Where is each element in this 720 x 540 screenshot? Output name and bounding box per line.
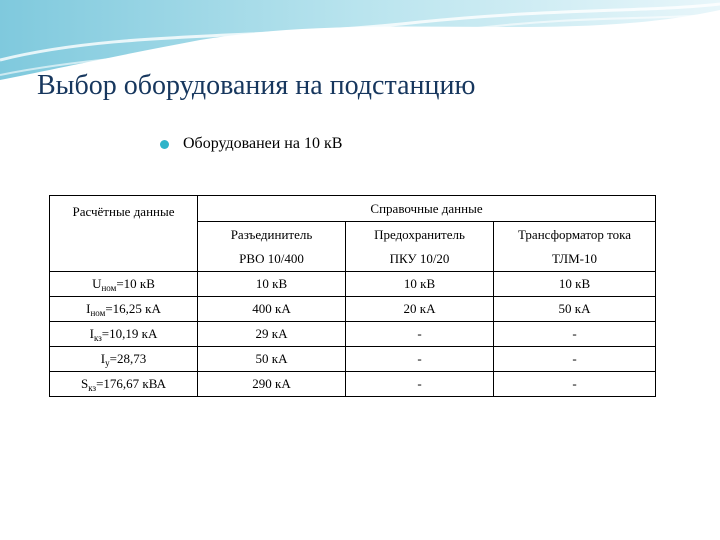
- table-device-row: [50, 222, 656, 248]
- device-cell: Разъединитель: [198, 222, 346, 248]
- model-cell: ПКУ 10/20: [346, 248, 494, 272]
- device-cell: Трансформатор тока: [494, 222, 656, 248]
- table-row: [50, 297, 656, 322]
- page-title: Выбор оборудования на подстанцию: [37, 70, 476, 101]
- value-cell: 20 кА: [346, 297, 494, 322]
- header-ref: Справочные данные: [198, 196, 656, 222]
- calc-cell: $I_{кз}=10,19$ кА: [50, 322, 198, 347]
- value-cell: 10 кВ: [494, 272, 656, 297]
- value-cell: -: [346, 372, 494, 397]
- calc-cell: $U_{ном}=10$ кВ: [50, 272, 198, 297]
- value-cell: -: [346, 322, 494, 347]
- model-cell: ТЛМ-10: [494, 248, 656, 272]
- table-row: [50, 322, 656, 347]
- empty-cell: [50, 222, 198, 248]
- value-cell: 10 кВ: [346, 272, 494, 297]
- value-cell: 290 кА: [198, 372, 346, 397]
- calc-cell: $I_у=28,73$: [50, 347, 198, 372]
- value-cell: 10 кВ: [198, 272, 346, 297]
- equipment-table: [49, 195, 656, 397]
- device-cell: Предохранитель: [346, 222, 494, 248]
- calc-cell: $S_{кз}=176,67$ кВА: [50, 372, 198, 397]
- bullet-item: [160, 135, 342, 153]
- model-cell: РВО 10/400: [198, 248, 346, 272]
- value-cell: 50 кА: [198, 347, 346, 372]
- bullet-icon: [160, 140, 169, 149]
- value-cell: -: [494, 372, 656, 397]
- value-cell: -: [346, 347, 494, 372]
- table-header-row: [50, 196, 656, 222]
- table-model-row: [50, 248, 656, 272]
- value-cell: 400 кА: [198, 297, 346, 322]
- value-cell: -: [494, 347, 656, 372]
- value-cell: 50 кА: [494, 297, 656, 322]
- table-row: [50, 347, 656, 372]
- table-row: [50, 372, 656, 397]
- value-cell: 29 кА: [198, 322, 346, 347]
- value-cell: -: [494, 322, 656, 347]
- table-row: [50, 272, 656, 297]
- header-calc: Расчётные данные: [50, 196, 198, 222]
- calc-cell: $I_{ном}=16,25$ кА: [50, 297, 198, 322]
- empty-cell: [50, 248, 198, 272]
- bullet-text: Оборудованеи на 10 кВ: [183, 135, 343, 152]
